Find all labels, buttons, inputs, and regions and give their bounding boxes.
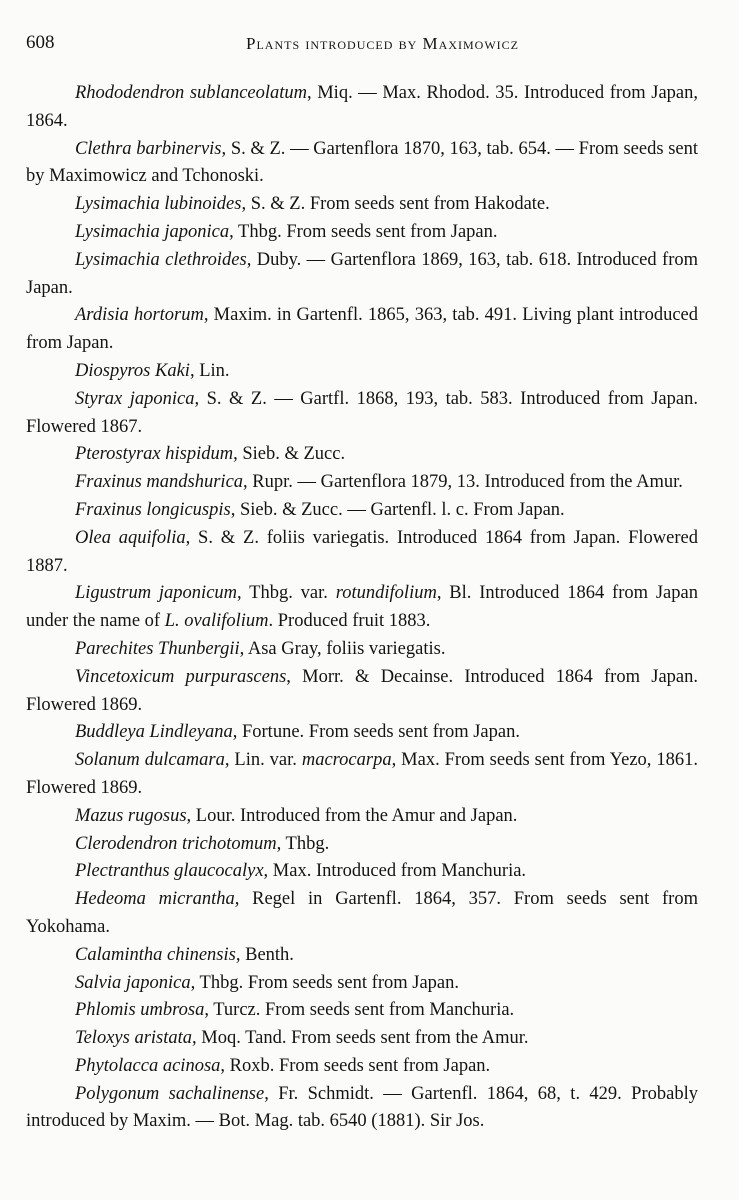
entry-text: , S. & Z. From seeds sent from Hakodate. <box>241 194 550 215</box>
species-entry <box>26 247 698 303</box>
species-name: Buddleya Lindleyana <box>75 722 233 743</box>
species-entry <box>26 386 698 442</box>
species-list <box>26 80 698 1136</box>
species-name: Teloxys aristata <box>75 1028 193 1049</box>
species-name: Calamintha chinensis <box>75 944 236 965</box>
entry-text: , Maxim. in Gartenfl. 1865, 363, tab. 491. Living plant introduced from Japan. <box>26 305 698 354</box>
species-name: Fraxinus longicuspis <box>75 499 231 520</box>
species-entry <box>26 858 698 886</box>
variety-name: macrocarpa <box>301 750 392 771</box>
species-name: Salvia japonica <box>75 972 191 993</box>
species-entry <box>26 970 698 998</box>
species-entry <box>26 831 698 859</box>
species-entry <box>26 302 698 358</box>
variety-name: rotundifolium <box>335 583 437 604</box>
species-name: Hedeoma micrantha <box>75 889 235 910</box>
entry-text: , Turcz. From seeds sent from Manchuria. <box>204 1000 515 1021</box>
species-name: Fraxinus mandshurica <box>75 472 244 493</box>
species-name: Lysimachia japonica <box>75 221 230 242</box>
entry-text: , Thbg. <box>276 833 330 854</box>
species-name: Lysimachia lubinoides <box>75 194 242 215</box>
species-entry <box>26 747 698 803</box>
species-entry <box>26 886 698 942</box>
entry-text: , Roxb. From seeds sent from Japan. <box>220 1055 491 1076</box>
entry-text: , Duby. — Gartenflora 1869, 163, tab. 618. Introduced from Japan. <box>26 249 698 298</box>
entry-text: , Rupr. — Gartenflora 1879, 13. Introduced from the Amur. <box>243 472 683 493</box>
species-entry <box>26 525 698 581</box>
species-entry <box>26 1025 698 1053</box>
species-name: Clethra barbinervis <box>75 138 222 159</box>
entry-text: , S. & Z. — Gartenflora 1870, 163, tab. 654. — From seeds sent by Maximowicz and Tchonoski. <box>26 138 698 187</box>
entry-text: , Sieb. & Zucc. <box>233 444 346 465</box>
entry-text: , Thbg. var. <box>237 583 336 604</box>
entry-text: , S. & Z. foliis variegatis. Introduced 1864 from Japan. Flowered 1887. <box>26 527 698 576</box>
entry-text: , Max. From seeds sent from Yezo, 1861. Flowered 1869. <box>26 750 698 798</box>
species-entry <box>26 136 698 192</box>
species-entry <box>26 497 698 525</box>
species-entry <box>26 1053 698 1081</box>
species-entry <box>26 580 698 636</box>
species-name: Solanum dulcamara <box>75 750 225 771</box>
entry-text: , S. & Z. — Gartfl. 1868, 193, tab. 583. Introduced from Japan. Flowered 1867. <box>26 388 698 437</box>
page-number: 608 <box>26 32 55 53</box>
species-name: Vincetoxicum purpurascens <box>75 666 287 687</box>
entry-text: , Sieb. & Zucc. — Gartenfl. l. c. From Japan. <box>230 499 565 520</box>
entry-text: , Fortune. From seeds sent from Japan. <box>232 722 520 743</box>
entry-text: , Asa Gray, foliis variegatis. <box>239 638 446 659</box>
species-entry <box>26 219 698 247</box>
entry-text: , Morr. & Decainse. Introduced 1864 from Japan. Flowered 1869. <box>26 666 698 715</box>
species-name: Plectranthus glaucocalyx <box>75 861 264 882</box>
species-entry <box>26 636 698 664</box>
species-entry <box>26 80 698 136</box>
species-entry <box>26 997 698 1025</box>
species-name: Phytolacca acinosa <box>75 1055 221 1076</box>
entry-text: , Fr. Schmidt. — Gartenfl. 1864, 68, t. 429. Probably introduced by Maxim. — Bot. Mag. tab. 6540 (1881). Sir Jos. <box>26 1083 698 1132</box>
entry-text: , Max. Introduced from Manchuria. <box>263 861 527 882</box>
entry-text: , Lin. var. <box>224 750 302 771</box>
species-entry <box>26 719 698 747</box>
entry-text: , Thbg. From seeds sent from Japan. <box>190 972 459 993</box>
entry-text: , Moq. Tand. From seeds sent from the Amur. <box>192 1028 529 1049</box>
entry-text: , Lour. Introduced from the Amur and Japan. <box>186 805 518 826</box>
species-name: Polygonum sachalinense <box>75 1083 265 1104</box>
species-name: Ardisia hortorum <box>75 305 204 326</box>
species-entry <box>26 358 698 386</box>
species-entry <box>26 664 698 720</box>
species-name: Ligustrum japonicum <box>75 583 238 604</box>
running-title: Plants introduced by Maximowicz <box>246 34 519 53</box>
species-name: Phlomis umbrosa <box>75 1000 205 1021</box>
entry-text: , Benth. <box>235 944 294 965</box>
species-name: Diospyros Kaki <box>75 360 190 381</box>
species-entry <box>26 1081 698 1137</box>
entry-text: , Bl. Introduced 1864 from Japan under the name of <box>26 583 698 632</box>
species-name: Pterostyrax hispidum <box>75 444 234 465</box>
entry-text: . Produced fruit 1883. <box>268 611 431 632</box>
species-name: Parechites Thunbergii <box>75 638 240 659</box>
entry-text: , Miq. — Max. Rhodod. 35. Introduced from Japan, 1864. <box>26 83 698 131</box>
species-name: Lysimachia clethroides <box>75 249 247 270</box>
species-entry <box>26 942 698 970</box>
species-name: Mazus rugosus <box>75 805 187 826</box>
species-name: Styrax japonica <box>75 388 195 409</box>
entry-text: , Thbg. From seeds sent from Japan. <box>229 221 498 242</box>
species-entry <box>26 469 698 497</box>
species-entry <box>26 191 698 219</box>
alternate-name: L. ovalifolium <box>164 611 269 632</box>
species-entry <box>26 441 698 469</box>
entry-text: , Lin. <box>189 360 230 381</box>
species-name: Clerodendron trichotomum <box>75 833 277 854</box>
page-header <box>26 32 699 60</box>
species-entry <box>26 803 698 831</box>
species-name: Rhododendron sublanceolatum <box>75 83 308 103</box>
species-name: Olea aquifolia <box>75 527 186 548</box>
entry-text: , Regel in Gartenfl. 1864, 357. From seeds sent from Yokohama. <box>26 889 698 937</box>
